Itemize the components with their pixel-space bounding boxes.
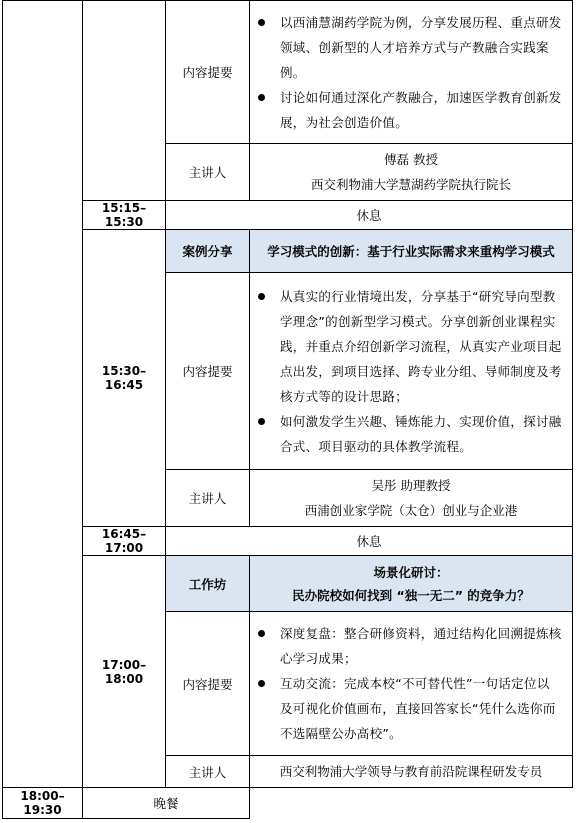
list-item: 互动交流：完成本校“不可替代性”一句话定位以及可视化价值画布，直接回答家长“凭什么选你而不选隔壁公办高校”。: [258, 671, 562, 746]
session2-title-row: [3, 230, 573, 273]
session3-title-row: [3, 556, 573, 612]
session2-speaker-label: 主讲人: [166, 470, 250, 527]
break1-label: 休息: [166, 201, 573, 230]
break2-time: 16:45–17:00: [83, 527, 166, 556]
session2-speaker-org: 西浦创业家学院（太仓）创业与企业港: [304, 503, 518, 518]
bullet-icon: [258, 19, 265, 26]
session3-title-cell: [250, 556, 573, 612]
date-cell: [3, 1, 83, 788]
session3-content-cell: [250, 612, 573, 756]
session1-bullet-list: [250, 6, 572, 139]
break2-row: [3, 527, 573, 556]
break1-row: [3, 201, 573, 230]
break2-label: 休息: [166, 527, 573, 556]
bullet-icon: [258, 680, 265, 687]
session1-speaker-org: 西交利物浦大学慧湖药学院执行院长: [310, 177, 511, 192]
list-item: 如何激发学生兴趣、锤炼能力、实现价值，探讨融合式、项目驱动的具体教学流程。: [258, 409, 562, 459]
session3-bullet-list: [250, 617, 572, 750]
session2-speaker-cell: [250, 470, 573, 527]
bullet-icon: [258, 94, 265, 101]
list-item: 讨论如何通过深化产教融合，加速医学教育创新发展，为社会创造价值。: [258, 85, 562, 135]
session3-speaker-org: 西交利物浦大学领导与教育前沿院课程研发专员: [250, 756, 573, 788]
list-item: 从真实的行业情境出发，分享基于“研究导向型教学理念”的创新型学习模式。分享创新创业课程实践，并重点介绍创新学习流程，从真实产业项目起点出发，到项目选择、跨专业分组、导师制度及考核方式等的设计思路；: [258, 284, 562, 409]
break1-time: 15:15–15:30: [83, 201, 166, 230]
session1-content-cell: [250, 1, 573, 144]
bullet-icon: [258, 293, 265, 300]
session1-content-label: 内容提要: [166, 1, 250, 144]
list-item: 深度复盘：整合研修资料，通过结构化回溯提炼核心学习成果；: [258, 621, 562, 671]
dinner-row: [3, 788, 573, 819]
dinner-label: 晚餐: [83, 788, 250, 819]
session3-time: 17:00–18:00: [83, 556, 166, 788]
session2-speaker-name: 吴彤 助理教授: [371, 478, 451, 493]
session3-title-line1: 场景化研讨：: [373, 564, 449, 580]
dinner-time: 18:00–19:30: [3, 788, 83, 819]
session2-content-cell: [250, 273, 573, 470]
list-item: 以西浦慧湖药学院为例，分享发展历程、重点研发领域、创新型的人才培养方式与产教融合实践案例。: [258, 10, 562, 85]
session2-time: 15:30–16:45: [83, 230, 166, 527]
session3-content-label: 内容提要: [166, 612, 250, 756]
session2-bullet-list: [250, 280, 572, 463]
session3-type: 工作坊: [166, 556, 250, 612]
session1-content-row: [3, 1, 573, 144]
session1-time-cell: [83, 1, 166, 201]
schedule-table: [2, 0, 573, 819]
bullet-icon: [258, 630, 265, 637]
session3-speaker-label: 主讲人: [166, 756, 250, 788]
session1-speaker-cell: [250, 144, 573, 201]
session1-speaker-name: 傅磊 教授: [384, 152, 438, 167]
session1-speaker-label: 主讲人: [166, 144, 250, 201]
session3-title-line2: 民办院校如何找到 “独一无二” 的竞争力？: [292, 587, 530, 603]
session2-content-label: 内容提要: [166, 273, 250, 470]
session2-title: 学习模式的创新：基于行业实际需求来重构学习模式: [250, 230, 573, 273]
session2-type: 案例分享: [166, 230, 250, 273]
bullet-icon: [258, 418, 265, 425]
